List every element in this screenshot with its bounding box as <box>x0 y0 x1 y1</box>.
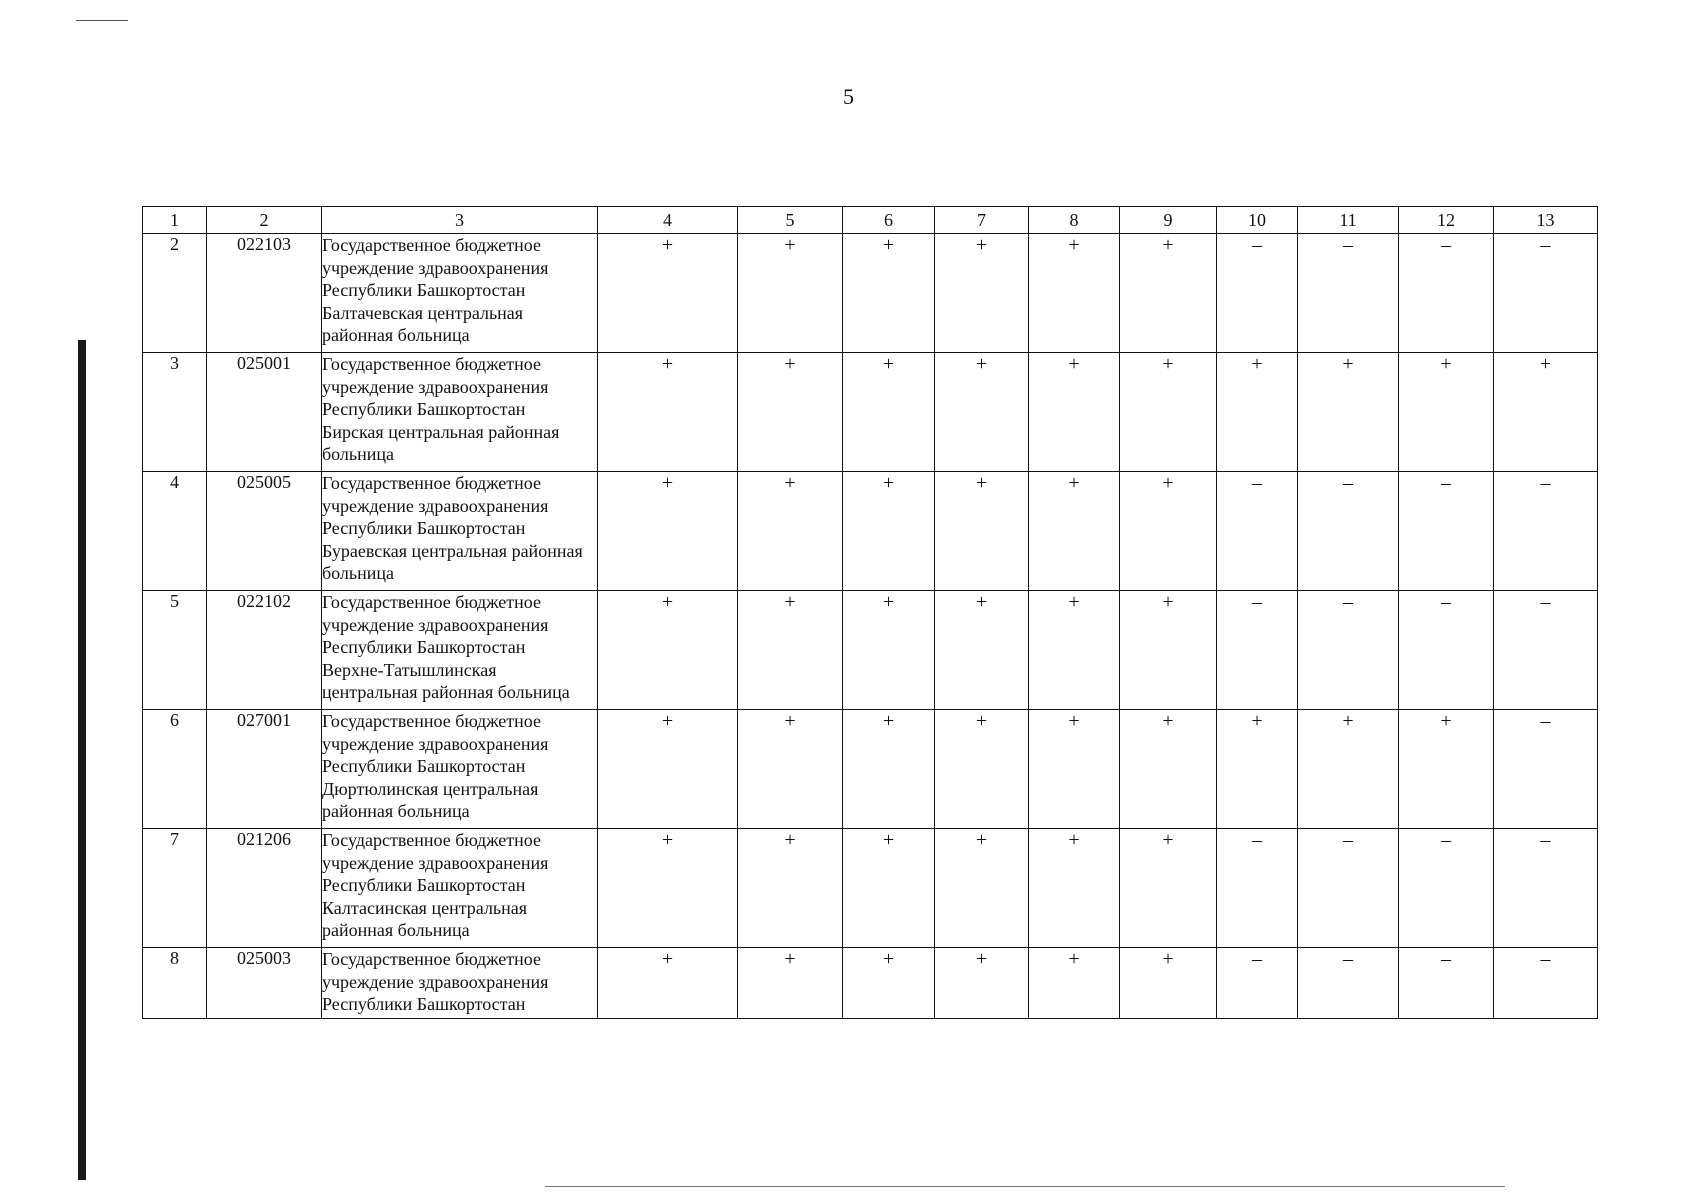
mark-cell: + <box>1399 353 1494 472</box>
mark-cell: + <box>1029 710 1120 829</box>
mark-cell: + <box>1120 234 1217 353</box>
table-row <box>143 234 1598 353</box>
mark-cell: + <box>935 472 1029 591</box>
mark-cell: + <box>1029 591 1120 710</box>
mark-cell: – <box>1494 829 1598 948</box>
header-cell: 5 <box>738 207 843 234</box>
institution-code: 022102 <box>207 591 322 710</box>
mark-cell: + <box>843 948 935 1019</box>
mark-cell: – <box>1399 472 1494 591</box>
mark-cell: – <box>1217 829 1298 948</box>
institution-name <box>322 353 598 472</box>
mark-cell: + <box>843 234 935 353</box>
mark-cell: – <box>1298 472 1399 591</box>
mark-cell: – <box>1494 472 1598 591</box>
institution-code: 021206 <box>207 829 322 948</box>
mark-cell: + <box>1120 948 1217 1019</box>
mark-cell: – <box>1298 948 1399 1019</box>
institution-name-line: Балтачевская центральная <box>322 302 524 323</box>
mark-cell: + <box>843 829 935 948</box>
institution-name-line: Бураевская центральная районная <box>322 540 583 561</box>
institution-name-line: Государственное бюджетное <box>322 592 541 612</box>
table-row <box>143 591 1598 710</box>
mark-cell: + <box>1029 948 1120 1019</box>
institution-name-line: учреждение здравоохранения <box>322 733 549 754</box>
mark-cell: + <box>1029 829 1120 948</box>
institution-name-line: Дюртюлинская центральная <box>322 778 539 799</box>
mark-cell: + <box>1298 710 1399 829</box>
mark-cell: + <box>843 353 935 472</box>
mark-cell: + <box>1399 710 1494 829</box>
mark-cell: + <box>1029 234 1120 353</box>
mark-cell: + <box>738 829 843 948</box>
mark-cell: + <box>1029 472 1120 591</box>
mark-cell: – <box>1399 948 1494 1019</box>
header-cell: 3 <box>322 207 598 234</box>
institution-name-line: больница <box>322 563 394 583</box>
mark-cell: + <box>738 948 843 1019</box>
mark-cell: + <box>935 591 1029 710</box>
institution-code: 025001 <box>207 353 322 472</box>
header-cell: 12 <box>1399 207 1494 234</box>
table-row <box>143 710 1598 829</box>
hospital-table <box>142 206 1598 1019</box>
mark-cell: + <box>843 710 935 829</box>
mark-cell: – <box>1298 829 1399 948</box>
mark-cell: – <box>1494 591 1598 710</box>
institution-name-line: районная больница <box>322 325 470 345</box>
institution-name-line: районная больница <box>322 801 470 821</box>
institution-code: 027001 <box>207 710 322 829</box>
mark-cell: + <box>598 472 738 591</box>
institution-name-line: Республики Башкортостан <box>322 280 526 300</box>
header-cell: 7 <box>935 207 1029 234</box>
row-number: 3 <box>143 353 207 472</box>
institution-name-line: Республики Башкортостан <box>322 637 526 657</box>
scan-mark-left-edge <box>78 340 86 1180</box>
mark-cell: – <box>1217 472 1298 591</box>
mark-cell: + <box>1217 710 1298 829</box>
mark-cell: + <box>1120 710 1217 829</box>
institution-name-line: больница <box>322 444 394 464</box>
institution-name-line: Республики Башкортостан <box>322 875 526 895</box>
header-cell: 11 <box>1298 207 1399 234</box>
institution-name-line: учреждение здравоохранения <box>322 614 549 635</box>
table-row <box>143 829 1598 948</box>
mark-cell: + <box>935 710 1029 829</box>
mark-cell: – <box>1494 234 1598 353</box>
header-cell: 6 <box>843 207 935 234</box>
institution-name-line: Верхне-Татышлинская <box>322 659 497 680</box>
mark-cell: + <box>843 472 935 591</box>
mark-cell: – <box>1399 591 1494 710</box>
table-row <box>143 353 1598 472</box>
header-cell: 4 <box>598 207 738 234</box>
table-row <box>143 472 1598 591</box>
mark-cell: + <box>1029 353 1120 472</box>
mark-cell: + <box>1217 353 1298 472</box>
header-cell: 2 <box>207 207 322 234</box>
mark-cell: + <box>1120 829 1217 948</box>
mark-cell: + <box>598 234 738 353</box>
header-cell: 10 <box>1217 207 1298 234</box>
mark-cell: + <box>598 829 738 948</box>
institution-name-line: Государственное бюджетное <box>322 235 541 255</box>
mark-cell: + <box>935 234 1029 353</box>
institution-code: 025005 <box>207 472 322 591</box>
mark-cell: – <box>1298 591 1399 710</box>
institution-code: 025003 <box>207 948 322 1019</box>
mark-cell: + <box>738 472 843 591</box>
institution-name-line: учреждение здравоохранения <box>322 495 549 516</box>
institution-name-line: центральная районная больница <box>322 682 570 702</box>
mark-cell: – <box>1217 234 1298 353</box>
institution-name <box>322 591 598 710</box>
table-row <box>143 948 1598 1019</box>
institution-name <box>322 948 598 1019</box>
institution-name-line: Калтасинская центральная <box>322 897 528 918</box>
institution-code: 022103 <box>207 234 322 353</box>
institution-name <box>322 710 598 829</box>
institution-name-line: Республики Башкортостан <box>322 756 526 776</box>
institution-name-line: Государственное бюджетное <box>322 473 541 493</box>
header-row <box>143 207 1598 234</box>
mark-cell: + <box>738 353 843 472</box>
header-cell: 9 <box>1120 207 1217 234</box>
row-number: 2 <box>143 234 207 353</box>
mark-cell: – <box>1298 234 1399 353</box>
mark-cell: – <box>1399 234 1494 353</box>
institution-name-line: учреждение здравоохранения <box>322 852 549 873</box>
institution-name-line: районная больница <box>322 920 470 940</box>
institution-name-line: Государственное бюджетное <box>322 354 541 374</box>
mark-cell: + <box>935 948 1029 1019</box>
mark-cell: + <box>738 591 843 710</box>
row-number: 4 <box>143 472 207 591</box>
institution-name <box>322 472 598 591</box>
row-number: 6 <box>143 710 207 829</box>
page-number: 5 <box>843 84 854 109</box>
mark-cell: + <box>738 710 843 829</box>
mark-cell: – <box>1217 948 1298 1019</box>
mark-cell: + <box>738 234 843 353</box>
row-number: 8 <box>143 948 207 1019</box>
institution-name-line: Республики Башкортостан <box>322 994 526 1014</box>
institution-name-line: Государственное бюджетное <box>322 949 541 969</box>
mark-cell: + <box>598 710 738 829</box>
mark-cell: + <box>935 353 1029 472</box>
institution-name <box>322 234 598 353</box>
mark-cell: + <box>843 591 935 710</box>
institution-name-line: Государственное бюджетное <box>322 711 541 731</box>
mark-cell: – <box>1494 948 1598 1019</box>
scan-mark-bottom <box>545 1186 1505 1187</box>
institution-name-line: учреждение здравоохранения <box>322 376 549 397</box>
institution-name-line: Республики Башкортостан <box>322 399 526 419</box>
institution-name-line: учреждение здравоохранения <box>322 971 549 992</box>
institution-name-line: Государственное бюджетное <box>322 830 541 850</box>
institution-name <box>322 829 598 948</box>
mark-cell: + <box>1120 591 1217 710</box>
mark-cell: + <box>598 948 738 1019</box>
row-number: 5 <box>143 591 207 710</box>
mark-cell: + <box>598 353 738 472</box>
header-cell: 13 <box>1494 207 1598 234</box>
mark-cell: – <box>1494 710 1598 829</box>
mark-cell: + <box>1120 472 1217 591</box>
scan-mark-top <box>76 20 128 21</box>
header-cell: 1 <box>143 207 207 234</box>
mark-cell: + <box>935 829 1029 948</box>
institution-name-line: Бирская центральная районная <box>322 421 560 442</box>
mark-cell: – <box>1399 829 1494 948</box>
mark-cell: + <box>1298 353 1399 472</box>
header-cell: 8 <box>1029 207 1120 234</box>
mark-cell: + <box>598 591 738 710</box>
mark-cell: + <box>1120 353 1217 472</box>
institution-name-line: учреждение здравоохранения <box>322 257 549 278</box>
institution-name-line: Республики Башкортостан <box>322 518 526 538</box>
mark-cell: + <box>1494 353 1598 472</box>
mark-cell: – <box>1217 591 1298 710</box>
row-number: 7 <box>143 829 207 948</box>
